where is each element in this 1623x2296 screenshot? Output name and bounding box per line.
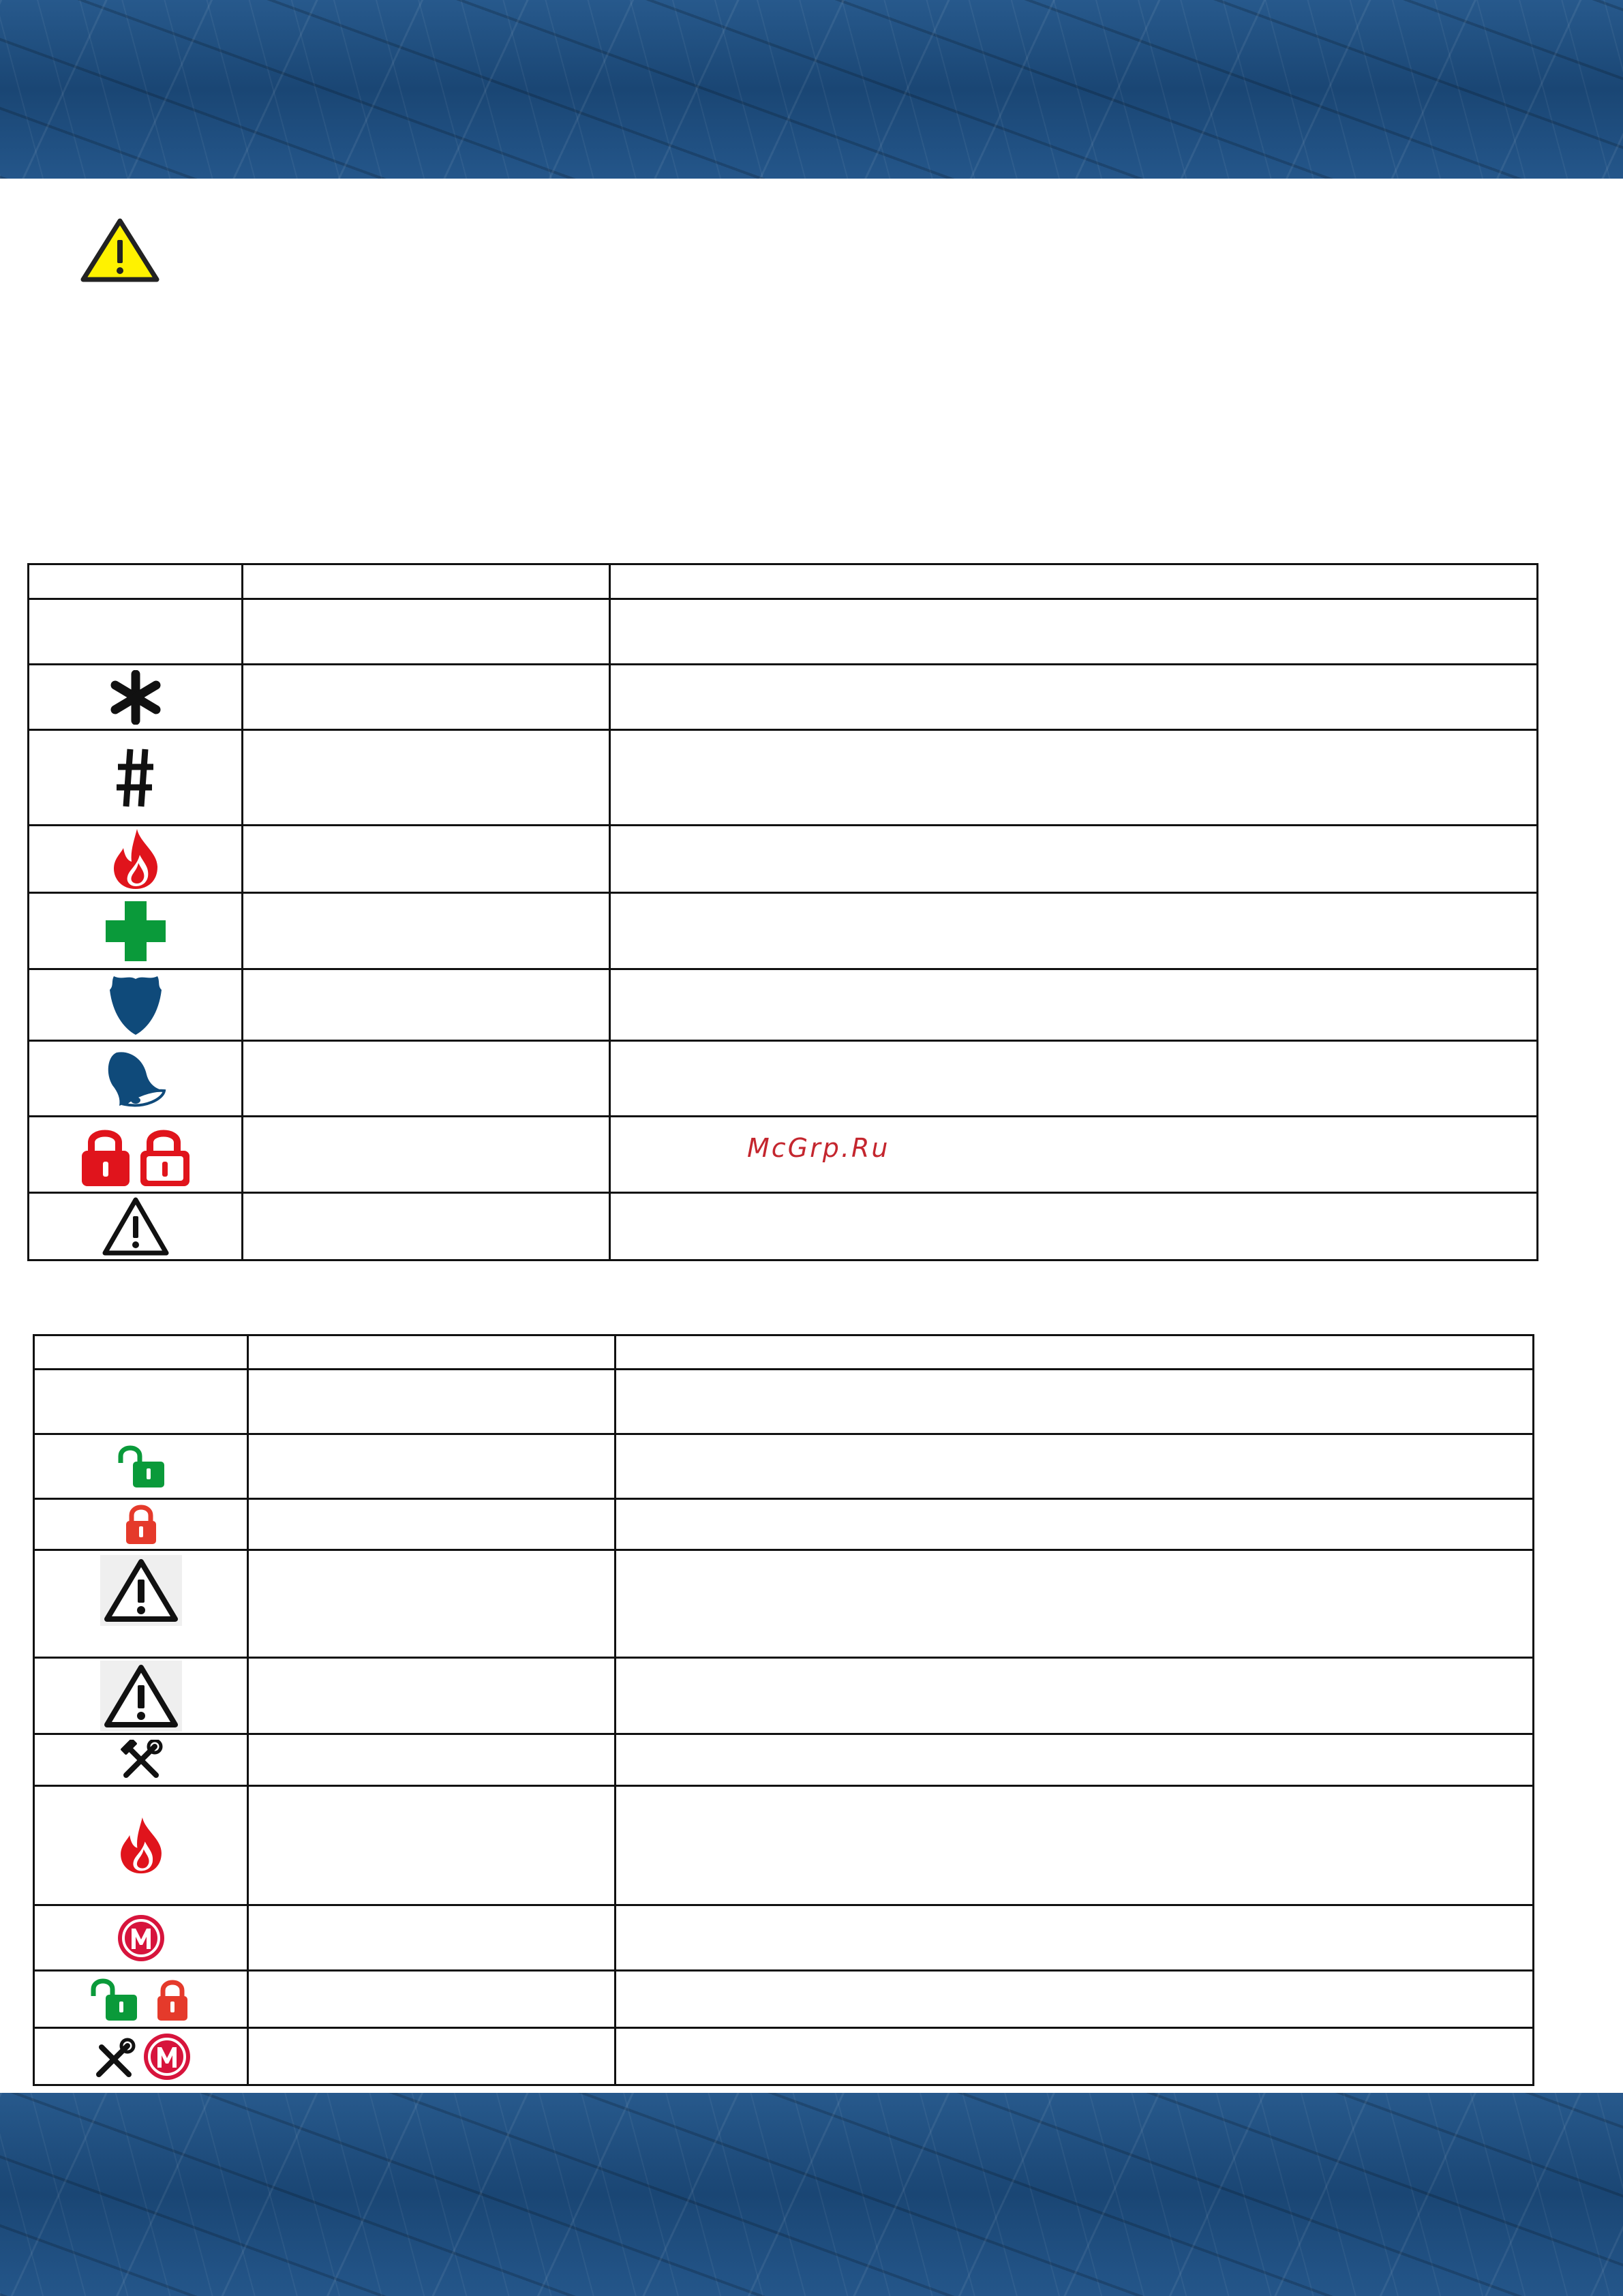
table-row [34,1550,1534,1658]
table-row [29,599,1538,665]
fire-icon [110,828,162,890]
lock-closed-icon [78,1122,194,1188]
unlock-icon [115,1444,167,1489]
table-row [34,1905,1534,1971]
table-row [34,1786,1534,1905]
table-row [34,1734,1534,1786]
lock-icon [123,1503,159,1545]
warning-icon [101,1196,170,1257]
warning-icon [100,1661,182,1732]
fire-icon [117,1816,166,1875]
table-header-row [29,564,1538,599]
table-row [34,1434,1534,1499]
table-row [29,893,1538,969]
police-shield-icon [107,973,164,1036]
maintenance-m-icon [115,1912,167,1964]
table-row [34,2028,1534,2085]
table-row [29,1041,1538,1117]
table-row [29,730,1538,826]
display-symbols-table [33,1334,1534,2086]
table-row [34,1370,1534,1434]
table-row [29,826,1538,893]
unlock-icon [88,1977,194,2022]
medical-cross-icon [104,900,167,963]
warning-icon [100,1555,182,1626]
table-row [29,665,1538,730]
header-banner [0,0,1623,179]
table-row [29,969,1538,1041]
table-header-row [34,1335,1534,1370]
table-row [29,1193,1538,1260]
bell-icon [104,1047,167,1110]
watermark-text: McGrp.Ru [747,1133,890,1163]
tools-icon [88,2031,194,2083]
hash-icon [115,746,156,809]
table-row [34,1971,1534,2028]
footer-banner [0,2093,1623,2296]
table-row [34,1499,1534,1550]
table-row [34,1658,1534,1734]
tools-icon [119,1740,163,1781]
asterisk-icon [110,670,162,725]
warning-icon [79,217,161,284]
